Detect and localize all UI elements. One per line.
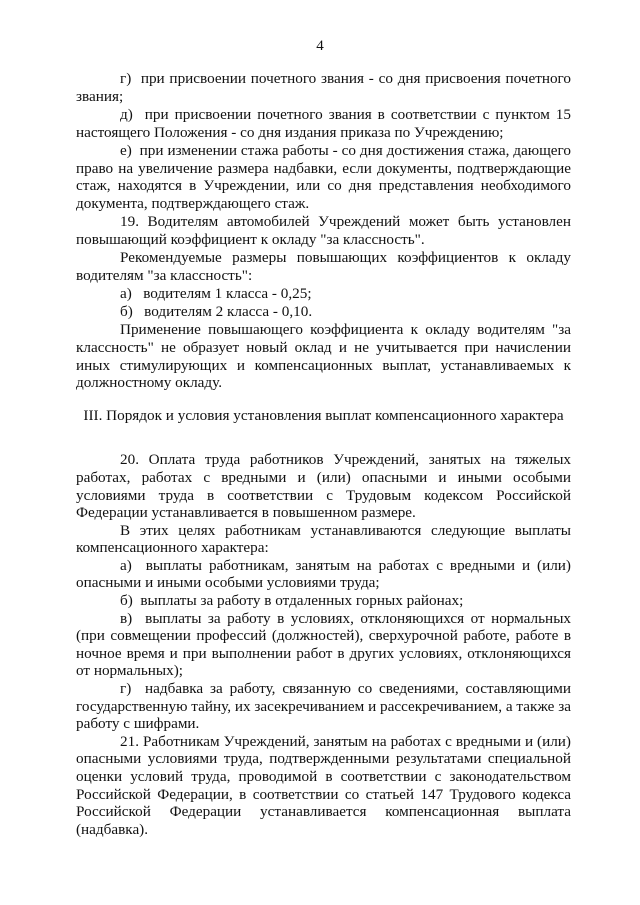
list-item-class-2: б) водителям 2 класса - 0,10. (120, 302, 313, 320)
paragraph-recommended-coefficients: Рекомендуемые размеры повышающих коэффициентов к окладу водителям "за классность": (76, 249, 571, 284)
page-number: 4 (316, 38, 324, 54)
section-heading-iii: III. Порядок и условия установления выплат компенсационного характера (83, 407, 564, 425)
document-body (76, 70, 571, 838)
clause-g-honorary-title: г) при присвоении почетного звания - со дня присвоения почетного звания; (76, 70, 571, 105)
paragraph-19-drivers: 19. Водителям автомобилей Учреждений может быть установлен повышающий коэффициент к окладу "за классность". (76, 213, 571, 249)
clause-d-honorary-title-p15: д) при присвоении почетного звания в соответствии с пунктом 15 настоящего Положения - со дня издания приказа по Учреждению; (76, 105, 571, 141)
clause-e-seniority-change: е) при изменении стажа работы - со дня достижения стажа, дающего право на увеличение размера надбавки, если документы, подтверждающие стаж, находятся в Учреждении, или со дня представления необходимого документа, подтверждающего стаж. (76, 141, 571, 213)
list-item-b-mountain-areas: б) выплаты за работу в отдаленных горных районах; (120, 592, 464, 610)
list-item-d-state-secret: г) надбавка за работу, связанную со сведениями, составляющими государственную тайну, их засекречиванием и рассекречиванием, а также за работу с шифрами. (76, 680, 571, 733)
spacer (76, 392, 571, 400)
paragraph-21-hazardous-allowance: 21. Работникам Учреждений, занятым на работах с вредными и (или) опасными условиями труда, подтвержденными результатами специальной оценки условий труда, проводимой в соответствии с законодательством Российской Федерации, в соответствии со статьей 147 Трудового кодекса Российской Федерации устанавливается компенсационная выплата (надбавка). (76, 732, 571, 838)
list-item-c-abnormal-conditions: в) выплаты за работу в условиях, отклоняющихся от нормальных (при совмещении профессий (должностей), сверхурочной работе, работе в ночное время и при выполнении работ в других условиях, отклоняющихся от нормальных); (76, 609, 571, 680)
list-item-a-hazardous-work: а) выплаты работникам, занятым на работах с вредными и (или) опасными и иными особыми условиями труда; (76, 556, 571, 592)
paragraph-coefficient-application: Применение повышающего коэффициента к окладу водителям "за классность" не образует новый оклад и не учитывается при начислении иных стимулирующих и компенсационных выплат, устанавливаемых к должностному окладу. (76, 320, 571, 392)
paragraph-compensation-payments-intro: В этих целях работникам устанавливаются следующие выплаты компенсационного характера: (76, 521, 571, 557)
paragraph-20-working-conditions: 20. Оплата труда работников Учреждений, занятых на тяжелых работах, работах с вредными и (или) опасными и иными особыми условиями труда в соответствии с Трудовым кодексом Российской Федерации устанавливается в повышенном размере. (76, 451, 571, 522)
list-item-class-1: а) водителям 1 класса - 0,25; (120, 284, 312, 302)
